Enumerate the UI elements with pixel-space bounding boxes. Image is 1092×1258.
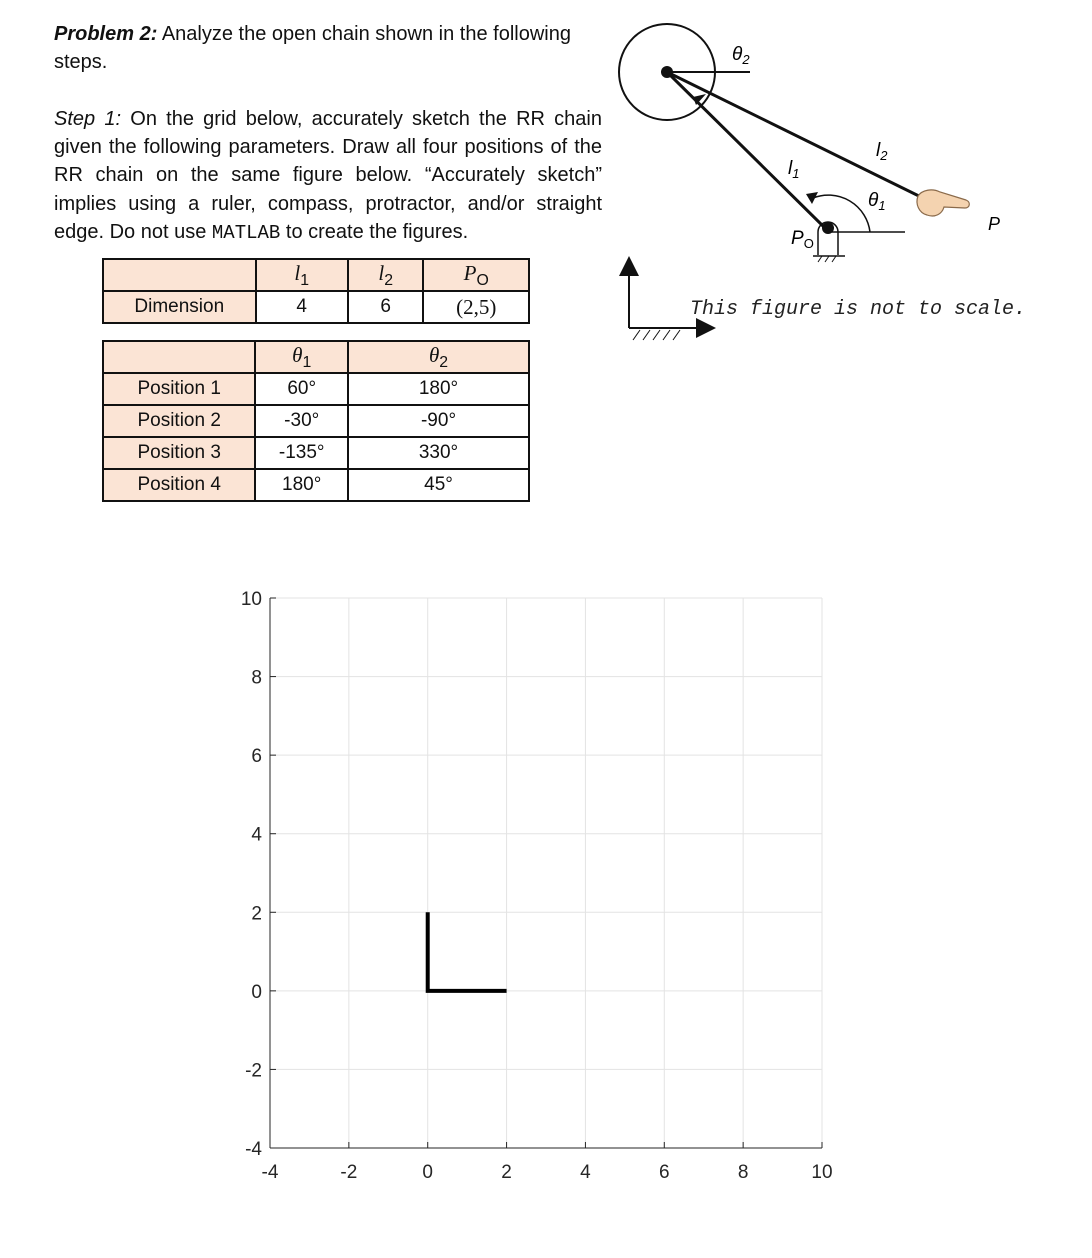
dimension-row <box>103 291 529 323</box>
theta2-value: 45° <box>348 469 529 501</box>
theta2-value: 330° <box>348 437 529 469</box>
x-tick-label: 8 <box>737 1162 749 1183</box>
y-tick-label: 8 <box>251 667 262 689</box>
step-text-end: to create the figures. <box>285 220 469 243</box>
plot-area <box>270 598 822 1148</box>
theta2-value: 180° <box>348 373 529 405</box>
dimension-table <box>102 258 530 324</box>
table-row <box>103 469 529 501</box>
matlab-code: MATLAB <box>211 221 281 244</box>
x-tick-label: -4 <box>261 1162 279 1183</box>
position-label: Position 4 <box>103 469 255 501</box>
y-tick-label: -2 <box>245 1060 262 1082</box>
dim-value-l1: 4 <box>256 291 348 323</box>
l2-label: $l_2$ <box>876 140 888 163</box>
problem-title: Problem 2: <box>54 23 158 45</box>
step-text: On the grid below, accurately sketch the RR chain given the following parameters. Draw all four positions of the RR chain on the same figure below. “Accurately sketch” implies using a ruler, compass, protractor, and/or straight edge. Do not use <box>54 108 602 243</box>
theta1-value: -135° <box>255 437 348 469</box>
header-theta1: $\theta_1$ <box>255 341 348 373</box>
x-tick-label: 4 <box>580 1162 591 1183</box>
theta1-arrow-icon <box>806 192 818 204</box>
hatch <box>825 256 829 262</box>
theta2-label: $\theta_2$ <box>732 44 750 67</box>
x-tick-label: 6 <box>658 1162 670 1183</box>
hatch <box>818 256 822 262</box>
hatch <box>663 330 670 340</box>
y-tick-label: 0 <box>251 981 262 1003</box>
x-tick-label: 0 <box>422 1162 434 1183</box>
hatch <box>633 330 640 340</box>
y-tick-label: 10 <box>240 589 262 610</box>
hatch <box>673 330 680 340</box>
l1-label: $l_1$ <box>788 158 800 181</box>
y-tick-label: -4 <box>245 1139 262 1160</box>
position-table <box>102 340 530 502</box>
theta1-value: 60° <box>255 373 348 405</box>
dimension-header-row <box>103 259 529 291</box>
theta1-label: $\theta_1$ <box>868 190 886 213</box>
link-l1 <box>667 72 825 228</box>
header-blank <box>103 341 255 373</box>
position-label: Position 3 <box>103 437 255 469</box>
x-tick-label: 2 <box>501 1162 512 1183</box>
header-blank <box>103 259 256 291</box>
theta1-value: 180° <box>255 469 348 501</box>
header-theta2: $\theta_2$ <box>348 341 529 373</box>
sketch-grid-plot <box>220 580 860 1190</box>
dim-value-l2: 6 <box>348 291 424 323</box>
scale-note: This figure is not to scale. <box>690 298 1027 321</box>
dim-value-po: (2,5) <box>423 291 529 323</box>
y-tick-label: 4 <box>251 824 262 846</box>
hatch <box>653 330 660 340</box>
header-po: $P_O$ <box>423 259 529 291</box>
table-row <box>103 373 529 405</box>
problem-text: Analyze the open chain shown in the following steps. <box>54 23 571 73</box>
problem-statement <box>54 20 602 76</box>
step-1-instructions <box>54 105 602 247</box>
dimension-label: Dimension <box>103 291 256 323</box>
hatch <box>832 256 836 262</box>
pointing-hand-icon <box>917 190 969 216</box>
table-row <box>103 405 529 437</box>
hatch <box>643 330 650 340</box>
y-tick-label: 6 <box>251 746 262 768</box>
header-l1: $l_1$ <box>256 259 348 291</box>
x-tick-label: -2 <box>340 1162 358 1183</box>
theta1-value: -30° <box>255 405 348 437</box>
theta2-value: -90° <box>348 405 529 437</box>
step-label: Step 1: <box>54 108 122 130</box>
p-label: P <box>988 214 1001 234</box>
position-label: Position 2 <box>103 405 255 437</box>
x-tick-label: 10 <box>811 1162 833 1183</box>
po-label: $P_O$ <box>791 228 814 251</box>
table-row <box>103 437 529 469</box>
header-l2: $l_2$ <box>348 259 424 291</box>
position-header-row <box>103 341 529 373</box>
position-label: Position 1 <box>103 373 255 405</box>
y-tick-label: 2 <box>251 903 262 925</box>
